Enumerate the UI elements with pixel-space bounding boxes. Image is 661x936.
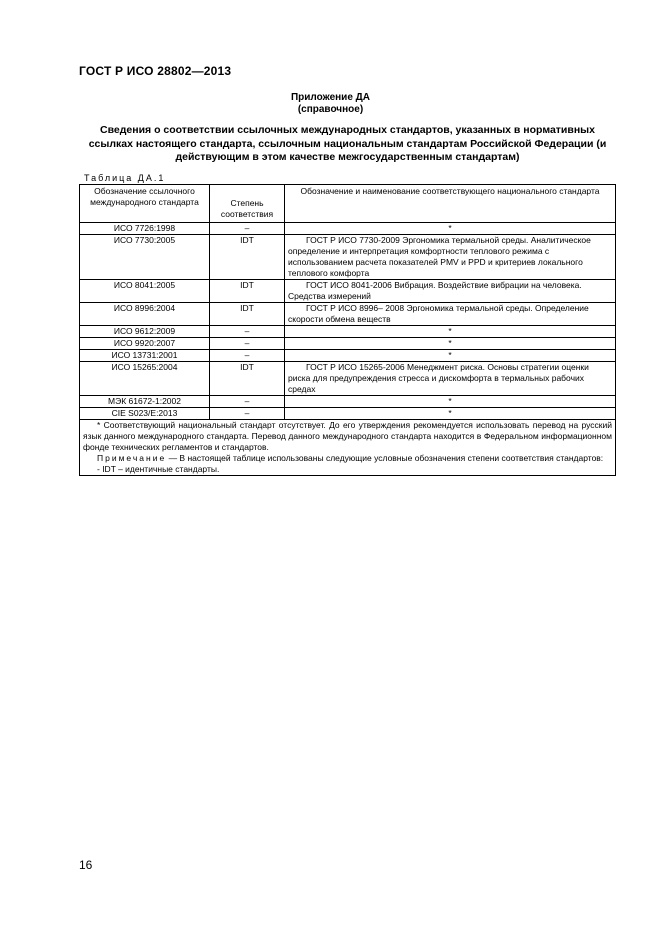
national-cell: ГОСТ Р ИСО 8996– 2008 Эргономика термальной среды. Определение скорости обмена веществ	[285, 303, 616, 326]
table-row	[80, 280, 616, 303]
annex-subtitle: (справочное)	[297, 104, 364, 115]
table-row	[80, 408, 616, 420]
ref-cell: CIE S023/E:2013	[80, 408, 210, 420]
document-header: ГОСТ Р ИСО 28802—2013	[79, 64, 232, 78]
ref-cell: ИСО 7730:2005	[80, 235, 210, 280]
degree-cell: IDT	[210, 362, 285, 396]
column-header-national: Обозначение и наименование соответствующего национального стандарта	[285, 185, 616, 223]
table-header-row	[80, 185, 616, 223]
degree-cell: –	[210, 338, 285, 350]
ref-cell: МЭК 61672-1:2002	[80, 396, 210, 408]
ref-cell: ИСО 9920:2007	[80, 338, 210, 350]
table-row	[80, 350, 616, 362]
table-footnote-cell	[80, 420, 616, 476]
national-cell: *	[285, 350, 616, 362]
ref-cell: ИСО 15265:2004	[80, 362, 210, 396]
table-label: Таблица ДА.1	[84, 173, 166, 183]
table-row	[80, 338, 616, 350]
annex-title: Приложение ДА	[290, 92, 371, 103]
degree-cell: –	[210, 326, 285, 338]
note-item: - IDT – идентичные стандарты.	[97, 464, 220, 474]
table-row	[80, 326, 616, 338]
note-paragraph	[83, 453, 612, 464]
ref-cell: ИСО 8996:2004	[80, 303, 210, 326]
column-header-ref: Обозначение ссылочного международного стандарта	[80, 185, 210, 223]
ref-cell: ИСО 13731:2001	[80, 350, 210, 362]
footnote-text: * Соответствующий национальный стандарт отсутствует. До его утверждения рекомендуется использовать перевод на русский язык данного международного стандарта. Перевод данного международного стандарта находится в Федеральном информационном фонде технических регламентов и стандартов.	[83, 420, 612, 452]
degree-cell: –	[210, 396, 285, 408]
ref-cell: ИСО 8041:2005	[80, 280, 210, 303]
national-cell: ГОСТ Р ИСО 15265-2006 Менеджмент риска. Основы стратегии оценки риска для предупреждения стресса и дискомфорта в термальных рабочих средах	[285, 362, 616, 396]
ref-cell: ИСО 7726:1998	[80, 223, 210, 235]
national-cell: *	[285, 396, 616, 408]
national-cell: ГОСТ Р ИСО 7730-2009 Эргономика термальной среды. Аналитическое определение и интерпретация комфортности теплового режима с использованием расчета показателей PMV и PPD и критериев локального теплового комфорта	[285, 235, 616, 280]
national-cell: *	[285, 326, 616, 338]
table-row	[80, 362, 616, 396]
degree-cell: –	[210, 223, 285, 235]
note-label: Примечание	[97, 453, 167, 463]
correspondence-table	[79, 184, 616, 476]
degree-cell: IDT	[210, 235, 285, 280]
national-cell: *	[285, 338, 616, 350]
degree-cell: –	[210, 350, 285, 362]
national-cell: *	[285, 408, 616, 420]
degree-cell: IDT	[210, 280, 285, 303]
page-number: 16	[79, 858, 93, 872]
annex-title-block	[0, 92, 661, 116]
ref-cell: ИСО 9612:2009	[80, 326, 210, 338]
table-footnote-row	[80, 420, 616, 476]
table-row	[80, 223, 616, 235]
degree-cell: IDT	[210, 303, 285, 326]
degree-cell: –	[210, 408, 285, 420]
table-row	[80, 303, 616, 326]
national-cell: *	[285, 223, 616, 235]
note-text: — В настоящей таблице использованы следующие условные обозначения степени соответствия стандартов:	[166, 453, 604, 463]
column-header-degree: Степень соответствия	[210, 185, 285, 223]
table-row	[80, 235, 616, 280]
annex-caption: Сведения о соответствии ссылочных международных стандартов, указанных в нормативных ссылках настоящего стандарта, ссылочным национальным стандартам Российской Федерации (и действующим в этом качестве межгосударственным стандартам)	[88, 124, 607, 163]
table-row	[80, 396, 616, 408]
national-cell: ГОСТ ИСО 8041-2006 Вибрация. Воздействие вибрации на человека. Средства измерений	[285, 280, 616, 303]
